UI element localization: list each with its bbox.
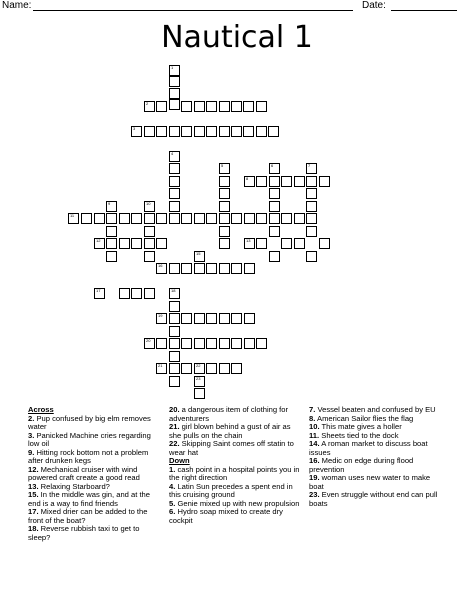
- clue-item-text: Even struggle without end can pull boats: [309, 490, 438, 508]
- clue-item-number: 22.: [169, 439, 180, 448]
- grid-cell[interactable]: [206, 213, 217, 224]
- grid-cell[interactable]: [269, 213, 280, 224]
- grid-cell[interactable]: [181, 363, 192, 374]
- clue-item: [309, 474, 447, 491]
- clue-item-text: cash point in a hospital points you in the right direction: [169, 464, 300, 482]
- clue-item-number: 3.: [28, 430, 35, 440]
- clue-item: [309, 491, 447, 508]
- clue-item: [28, 415, 163, 432]
- grid-cell[interactable]: [81, 213, 92, 224]
- grid-cell[interactable]: [231, 338, 242, 349]
- grid-cell[interactable]: [144, 201, 155, 212]
- grid-cell[interactable]: [169, 188, 180, 199]
- clue-item-text: woman uses new water to make boat: [309, 473, 431, 491]
- page-title: Nautical 1: [161, 20, 313, 55]
- grid-cell[interactable]: [169, 126, 180, 137]
- clue-item-number: 11.: [309, 430, 320, 440]
- clue-number: 10: [146, 201, 151, 206]
- clue-number: 2: [146, 101, 149, 106]
- grid-cell[interactable]: [156, 238, 167, 249]
- grid-cell[interactable]: [181, 126, 192, 137]
- clue-item-text: Medic on edge during flood prevention: [309, 456, 414, 474]
- clue-number: 4: [171, 151, 174, 156]
- grid-cell[interactable]: [144, 238, 155, 249]
- clue-item-number: 23.: [309, 490, 320, 499]
- grid-cell[interactable]: [156, 101, 167, 112]
- grid-cell[interactable]: [219, 213, 230, 224]
- grid-cell[interactable]: [106, 201, 117, 212]
- grid-cell[interactable]: [119, 213, 130, 224]
- grid-cell[interactable]: [169, 88, 180, 99]
- grid-cell[interactable]: [244, 313, 255, 324]
- clue-item-text: Hydro soap mixed to create dry cockpit: [169, 507, 283, 525]
- grid-cell[interactable]: [169, 376, 180, 387]
- grid-cell[interactable]: [106, 226, 117, 237]
- grid-cell[interactable]: [306, 176, 317, 187]
- grid-cell[interactable]: [269, 201, 280, 212]
- grid-cell[interactable]: [306, 163, 317, 174]
- clue-item-number: 15.: [28, 490, 39, 499]
- grid-cell[interactable]: [206, 338, 217, 349]
- grid-cell[interactable]: [219, 238, 230, 249]
- grid-cell[interactable]: [131, 238, 142, 249]
- grid-cell[interactable]: [106, 213, 117, 224]
- grid-cell[interactable]: [231, 263, 242, 274]
- clue-item-number: 17.: [28, 507, 39, 516]
- clue-item-text: Pup confused by big elm removes water: [28, 413, 151, 431]
- grid-cell[interactable]: [206, 101, 217, 112]
- grid-cell[interactable]: [144, 338, 155, 349]
- grid-cell[interactable]: [294, 213, 305, 224]
- grid-cell[interactable]: [256, 238, 267, 249]
- clue-item: [169, 508, 301, 525]
- grid-cell[interactable]: [219, 226, 230, 237]
- clue-item-text: Skipping Saint comes off statin to wear hat: [169, 439, 294, 457]
- grid-cell[interactable]: [169, 99, 180, 110]
- clue-item: [309, 457, 447, 474]
- grid-cell[interactable]: [169, 313, 180, 324]
- clue-item: [169, 440, 301, 457]
- date-label: Date:: [362, 0, 386, 11]
- grid-cell[interactable]: [306, 251, 317, 262]
- clues-column-1: [28, 406, 163, 542]
- grid-cell[interactable]: [256, 213, 267, 224]
- grid-cell[interactable]: [243, 101, 254, 112]
- clue-item-text: Sheets tied to the dock: [319, 430, 399, 440]
- grid-cell[interactable]: [244, 338, 255, 349]
- grid-cell[interactable]: [231, 213, 242, 224]
- grid-cell[interactable]: [181, 263, 192, 274]
- grid-cell[interactable]: [219, 313, 230, 324]
- clue-number: 20: [146, 338, 151, 343]
- clue-item-text: In the middle was gin, and at the end is a way to find friends: [28, 490, 151, 508]
- grid-cell[interactable]: [169, 351, 180, 362]
- grid-cell[interactable]: [256, 176, 267, 187]
- clue-number: 13: [246, 238, 251, 243]
- grid-cell[interactable]: [131, 288, 142, 299]
- grid-cell[interactable]: [68, 213, 79, 224]
- grid-cell[interactable]: [94, 213, 105, 224]
- grid-cell[interactable]: [269, 176, 280, 187]
- grid-cell[interactable]: [244, 238, 255, 249]
- grid-cell[interactable]: [144, 126, 155, 137]
- grid-cell[interactable]: [106, 251, 117, 262]
- clue-item-text: Mixed drier can be added to the front of the boat?: [28, 507, 148, 525]
- clue-item-number: 2.: [28, 413, 35, 423]
- grid-cell[interactable]: [106, 238, 117, 249]
- grid-cell[interactable]: [169, 288, 180, 299]
- grid-cell[interactable]: [269, 188, 280, 199]
- grid-cell[interactable]: [144, 288, 155, 299]
- grid-cell[interactable]: [219, 101, 230, 112]
- clue-number: 16: [158, 263, 163, 268]
- grid-cell[interactable]: [244, 176, 255, 187]
- grid-cell[interactable]: [269, 251, 280, 262]
- clue-number: 18: [171, 288, 176, 293]
- grid-cell[interactable]: [306, 226, 317, 237]
- grid-cell[interactable]: [169, 338, 180, 349]
- grid-cell[interactable]: [156, 126, 167, 137]
- clue-item-number: 1.: [169, 464, 176, 474]
- clue-item: [169, 423, 301, 440]
- grid-cell[interactable]: [219, 338, 230, 349]
- grid-cell[interactable]: [119, 288, 130, 299]
- grid-cell[interactable]: [269, 226, 280, 237]
- name-label: Name:: [2, 0, 32, 11]
- down-clue-list-continued: [309, 406, 447, 508]
- clue-item-number: 13.: [28, 481, 39, 491]
- grid-cell[interactable]: [119, 238, 130, 249]
- grid-cell[interactable]: [156, 363, 167, 374]
- clue-item: [169, 406, 301, 423]
- clue-item: [28, 449, 163, 466]
- grid-cell[interactable]: [144, 101, 155, 112]
- clue-number: 8: [246, 176, 249, 181]
- grid-cell[interactable]: [144, 226, 155, 237]
- clue-item-number: 20.: [169, 405, 180, 414]
- grid-cell[interactable]: [306, 188, 317, 199]
- grid-cell[interactable]: [169, 151, 180, 162]
- clue-number: 7: [308, 163, 311, 168]
- clue-number: 21: [158, 363, 163, 368]
- clue-item-number: 5.: [169, 498, 176, 508]
- clue-item-number: 19.: [309, 473, 320, 482]
- down-heading: Down: [169, 456, 190, 465]
- grid-cell[interactable]: [206, 126, 217, 137]
- clue-item-text: A roman market to discuss boat issues: [309, 439, 428, 457]
- grid-cell[interactable]: [194, 376, 205, 387]
- grid-cell[interactable]: [269, 163, 280, 174]
- clue-item-text: This mate gives a holler: [319, 422, 402, 431]
- grid-cell[interactable]: [281, 176, 292, 187]
- grid-cell[interactable]: [194, 251, 205, 262]
- clue-number: 5: [221, 163, 224, 168]
- clue-item-text: Latin Sun precedes a spent end in this cruising ground: [169, 481, 293, 499]
- grid-cell[interactable]: [194, 388, 205, 399]
- grid-cell[interactable]: [156, 263, 167, 274]
- grid-cell[interactable]: [206, 263, 217, 274]
- grid-cell[interactable]: [194, 263, 205, 274]
- grid-cell[interactable]: [256, 338, 267, 349]
- clue-item-number: 10.: [309, 422, 320, 431]
- grid-cell[interactable]: [206, 363, 217, 374]
- grid-cell[interactable]: [156, 313, 167, 324]
- grid-cell[interactable]: [256, 101, 267, 112]
- worksheet-header: [0, 0, 474, 14]
- grid-cell[interactable]: [194, 126, 205, 137]
- clue-item: [28, 491, 163, 508]
- down-clue-list: [169, 466, 301, 526]
- grid-cell[interactable]: [94, 238, 105, 249]
- grid-cell[interactable]: [169, 301, 180, 312]
- grid-cell[interactable]: [281, 238, 292, 249]
- grid-cell[interactable]: [206, 313, 217, 324]
- grid-cell[interactable]: [181, 313, 192, 324]
- clue-item-text: Hitting rock bottom not a problem after drunken kegs: [28, 447, 149, 465]
- grid-cell[interactable]: [219, 126, 230, 137]
- clue-item-text: Vessel beaten and confused by EU: [315, 405, 436, 414]
- clues-column-2: [169, 406, 301, 525]
- grid-cell[interactable]: [144, 213, 155, 224]
- grid-cell[interactable]: [243, 126, 254, 137]
- grid-cell[interactable]: [244, 263, 255, 274]
- grid-cell[interactable]: [231, 101, 242, 112]
- clue-number: 9: [108, 201, 111, 206]
- clue-number: 11: [70, 213, 75, 218]
- clue-number: 17: [96, 288, 101, 293]
- clue-item-number: 16.: [309, 456, 320, 465]
- grid-cell[interactable]: [181, 101, 192, 112]
- grid-cell[interactable]: [319, 176, 330, 187]
- clue-item-text: Relaxing Starboard?: [38, 481, 110, 491]
- grid-cell[interactable]: [194, 338, 205, 349]
- clue-item-number: 7.: [309, 405, 316, 414]
- grid-cell[interactable]: [281, 213, 292, 224]
- clue-number: 23: [196, 376, 201, 381]
- grid-cell[interactable]: [169, 213, 180, 224]
- grid-cell[interactable]: [169, 163, 180, 174]
- grid-cell[interactable]: [169, 201, 180, 212]
- grid-cell[interactable]: [319, 238, 330, 249]
- grid-cell[interactable]: [169, 326, 180, 337]
- grid-cell[interactable]: [169, 65, 180, 76]
- grid-cell[interactable]: [94, 288, 105, 299]
- clue-item-text: Mechanical cruiser with wind powered craft create a good read: [28, 464, 140, 482]
- grid-cell[interactable]: [131, 213, 142, 224]
- grid-cell[interactable]: [256, 126, 267, 137]
- clue-number: 22: [196, 363, 201, 368]
- clue-item: [28, 466, 163, 483]
- grid-cell[interactable]: [294, 176, 305, 187]
- clue-item-number: 9.: [28, 447, 35, 457]
- clues-column-3: [309, 406, 447, 508]
- grid-cell[interactable]: [194, 363, 205, 374]
- grid-cell[interactable]: [194, 213, 205, 224]
- clue-item-text: Genie mixed up with new propulsion: [175, 498, 300, 508]
- clue-number: 12: [96, 238, 101, 243]
- grid-cell[interactable]: [131, 126, 142, 137]
- clue-item-number: 8.: [309, 413, 316, 423]
- clue-item-number: 21.: [169, 422, 180, 431]
- clue-item: [28, 508, 163, 525]
- grid-cell[interactable]: [219, 188, 230, 199]
- clue-item-text: American Sailor flies the flag: [315, 413, 414, 423]
- grid-cell[interactable]: [219, 176, 230, 187]
- grid-cell[interactable]: [156, 338, 167, 349]
- grid-cell[interactable]: [219, 363, 230, 374]
- grid-cell[interactable]: [231, 363, 242, 374]
- grid-cell[interactable]: [194, 313, 205, 324]
- clue-item-number: 14.: [309, 439, 320, 448]
- grid-cell[interactable]: [169, 176, 180, 187]
- clue-item-number: 12.: [28, 464, 39, 474]
- date-line[interactable]: [391, 10, 457, 11]
- grid-cell[interactable]: [181, 338, 192, 349]
- name-line[interactable]: [33, 10, 353, 11]
- grid-cell[interactable]: [169, 263, 180, 274]
- clue-item: [28, 525, 163, 542]
- clue-item-text: Reverse rubbish taxi to get to sleep?: [28, 524, 140, 542]
- grid-cell[interactable]: [194, 101, 205, 112]
- grid-cell[interactable]: [231, 126, 242, 137]
- grid-cell[interactable]: [144, 251, 155, 262]
- clue-number: 1: [171, 65, 174, 70]
- clue-number: 15: [196, 251, 201, 256]
- grid-cell[interactable]: [306, 201, 317, 212]
- across-clue-list: [28, 415, 163, 543]
- across-heading: Across: [28, 405, 54, 414]
- grid-cell[interactable]: [244, 213, 255, 224]
- grid-cell[interactable]: [231, 313, 242, 324]
- clue-item-text: girl blown behind a gust of air as she pulls on the chain: [169, 422, 291, 440]
- clue-number: 3: [133, 126, 136, 131]
- grid-cell[interactable]: [268, 126, 279, 137]
- across-clue-list-continued: [169, 406, 301, 457]
- grid-cell[interactable]: [219, 163, 230, 174]
- clue-number: 6: [271, 163, 274, 168]
- grid-cell[interactable]: [219, 263, 230, 274]
- clue-item-number: 6.: [169, 507, 176, 516]
- clue-item: [309, 440, 447, 457]
- grid-cell[interactable]: [169, 363, 180, 374]
- clue-item: [28, 432, 163, 449]
- clue-item-text: a dangerous item of clothing for adventurers: [169, 405, 289, 423]
- grid-cell[interactable]: [306, 213, 317, 224]
- grid-cell[interactable]: [294, 238, 305, 249]
- grid-cell[interactable]: [156, 213, 167, 224]
- clue-number: 19: [158, 313, 163, 318]
- grid-cell[interactable]: [181, 213, 192, 224]
- clue-item: [169, 466, 301, 483]
- clue-item-number: 18.: [28, 524, 39, 533]
- grid-cell[interactable]: [169, 76, 180, 87]
- clue-item-text: Panicked Machine cries regarding low oil: [28, 430, 151, 448]
- clue-item: [169, 483, 301, 500]
- grid-cell[interactable]: [219, 201, 230, 212]
- clue-item-number: 4.: [169, 481, 176, 491]
